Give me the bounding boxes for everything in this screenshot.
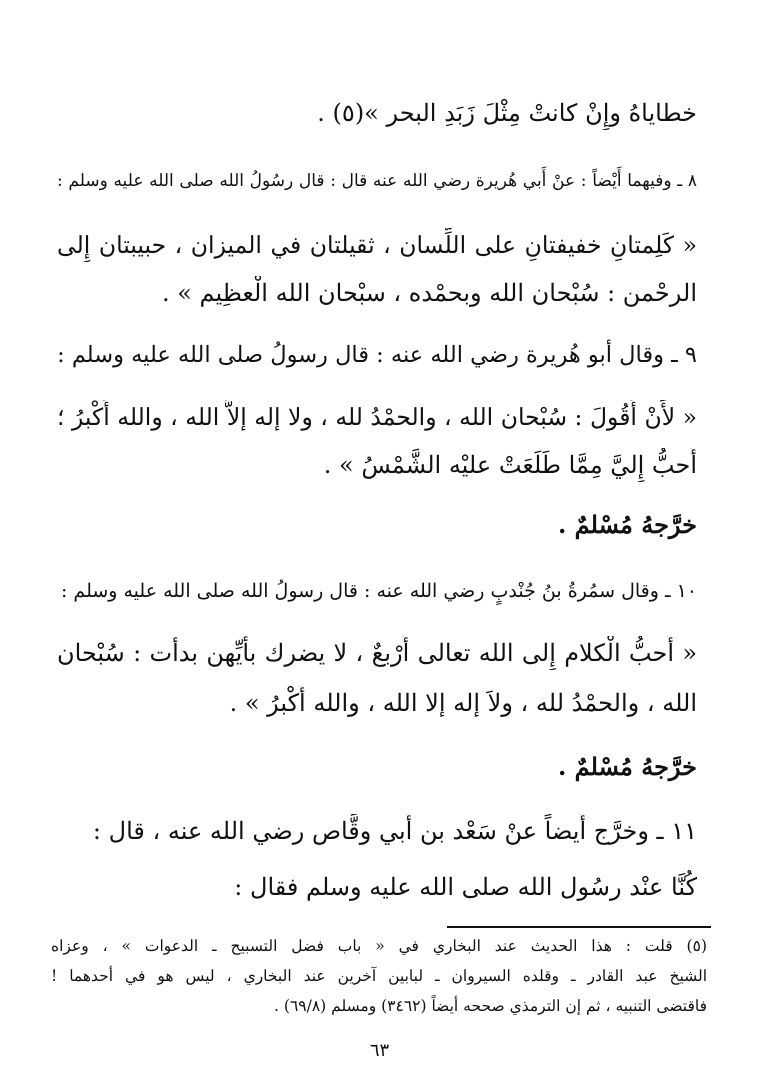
hadith-10-source: خرَّجهُ مُسْلمٌ . (557, 752, 697, 781)
hadith-8-intro: ٨ ـ وفيهما أَيْضاً : عنْ أَبي هُريرة رضي الله عنه قال : قال رسُولُ الله صلى الله عليه وسلم : (57, 171, 697, 191)
footnote-divider (447, 926, 711, 928)
hadith-10-intro: ١٠ ـ وقال سمُرةُ بنُ جُنْدبٍ رضي الله عنه : قال رسولُ الله صلى الله عليه وسلم : (60, 580, 697, 602)
hadith-9-text-line-1: « لأَنْ أَقُولَ : سُبْحان الله ، والحمْدُ لله ، ولا إله إلاَّ الله ، والله أَكْبرُ ؛ (57, 403, 697, 431)
page-number: ٦٣ (369, 1040, 390, 1061)
hadith-8-text-line-1: « كَلِمتانِ خفيفتانِ على اللِّسان ، ثقيلتان في الميزان ، حبيبتان إِلى (57, 231, 697, 259)
hadith-10-text-line-1: « أَحبُّ الْكلام إِلى الله تعالى أَرْبعٌ ، لا يضرك بأَيِّهن بدأْت : سُبْحان (57, 639, 697, 667)
footnote-line-1: (٥) قلت : هذا الحديث عند البخاري في « باب فضل التسبيح ـ الدعوات » ، وعزاه (51, 937, 707, 955)
hadith-10-text-line-2: الله ، والحمْدُ لله ، ولاَ إله إلا الله ، والله أَكْبرُ » . (229, 689, 697, 717)
hadith-9-intro: ٩ ـ وقال أبو هُريرة رضي الله عنه : قال رسولُ صلى الله عليه وسلم : (57, 342, 697, 368)
hadith-11-intro: ١١ ـ وخرَّج أَيضاً عنْ سَعْد بن أَبي وقَّاص رضي الله عنه ، قال : (92, 817, 697, 845)
footnote-line-3: فاقتضى التنبيه ، ثم إن الترمذي صححه أيضاً (٣٤٦٢) ومسلم (٦٩/٨) . (274, 997, 707, 1015)
footnote-line-2: الشيخ عبد القادر ـ وقلده السيروان ـ لبابين آخرين عند البخاري ، ليس هو في أحدهما ! (51, 967, 707, 985)
hadith-11-text-line-1: كُنَّا عنْد رسُول الله صلى الله عليه وسلم فقال : (234, 873, 697, 901)
text-line-1: خطاياهُ وإِنْ كانتْ مِثْلَ زَبَدِ البحر »(٥) . (317, 99, 697, 127)
hadith-8-text-line-2: الرحْمن : سُبْحان الله وبحمْده ، سبْحان الله الْعظِيم » . (161, 279, 697, 307)
hadith-9-text-line-2: أَحبُّ إِليَّ مِمَّا طَلَعَتْ عليْه الشَّمْسُ » . (323, 451, 697, 479)
hadith-9-source: خرَّجهُ مُسْلمٌ . (557, 510, 697, 539)
